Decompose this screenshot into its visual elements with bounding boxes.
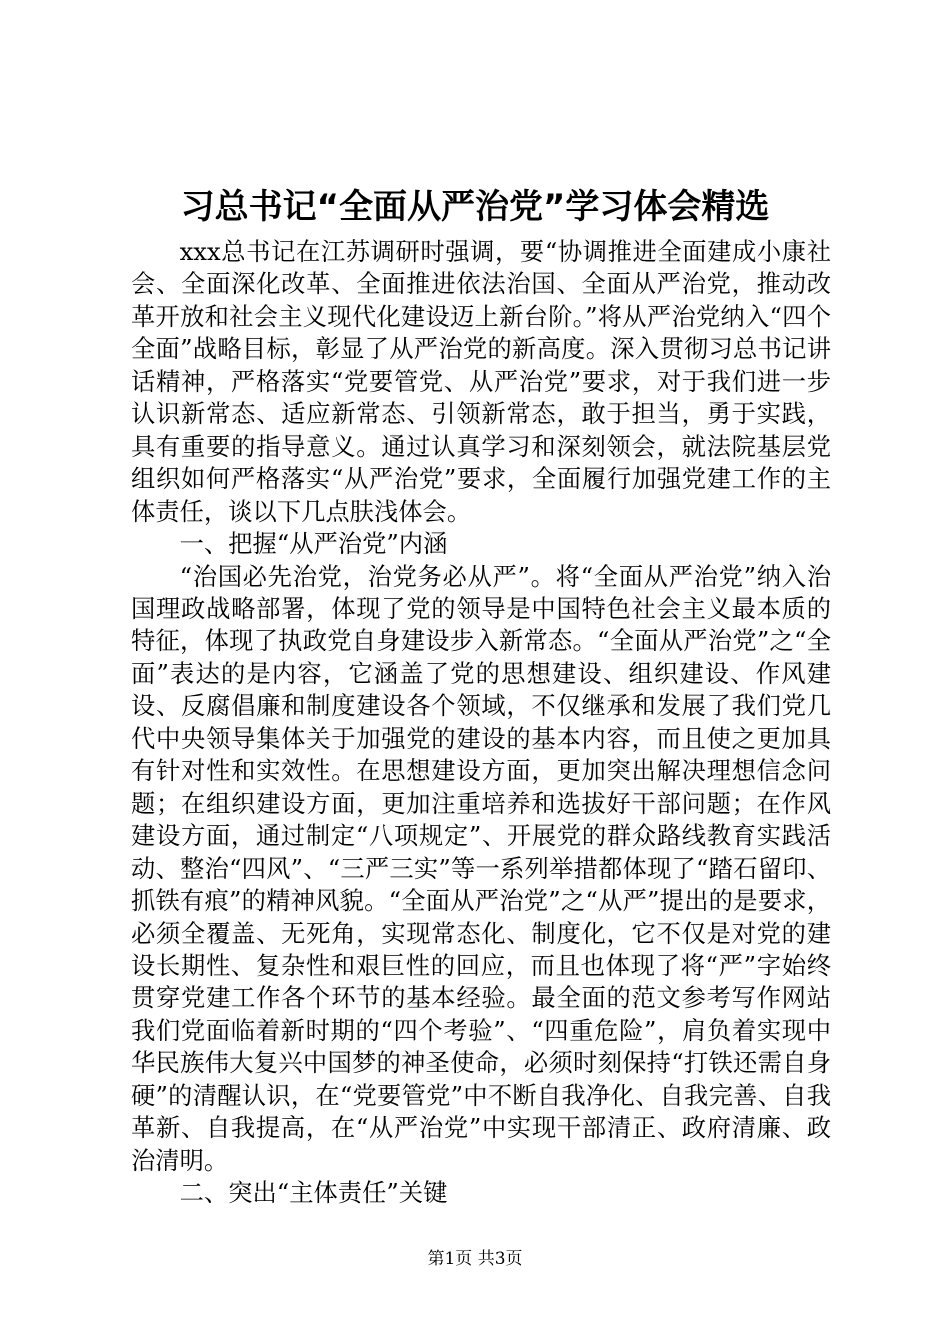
document-body xyxy=(131,236,831,1210)
section-heading-1: 一、把握“从严治党”内涵 xyxy=(179,529,448,559)
page-number-footer: 第1页 共3页 xyxy=(427,1249,523,1269)
document-title: 习总书记“全面从严治党”学习体会精选 xyxy=(180,187,770,227)
section-heading-2: 二、突出“主体责任”关键 xyxy=(179,1178,448,1208)
intro-paragraph: xxx总书记在江苏调研时强调，要“协调推进全面建成小康社会、全面深化改革、全面推进依法治国、全面从严治党，推动改革开放和社会主义现代化建设迈上新台阶。”将从严治党纳入“四个全面”战略目标，彰显了从严治党的新高度。深入贯彻习总书记讲话精神，严格落实“党要管党、从严治党”要求，对于我们进一步认识新常态、适应新常态、引领新常态，敢于担当，勇于实践，具有重要的指导意义。通过认真学习和深刻领会，就法院基层党组织如何严格落实“从严治党”要求，全面履行加强党建工作的主体责任，谈以下几点肤浅体会。 xyxy=(131,237,831,526)
section-1-paragraph: “治国必先治党，治党务必从严”。将“全面从严治党”纳入治国理政战略部署，体现了党的领导是中国特色社会主义最本质的特征，体现了执政党自身建设步入新常态。“全面从严治党”之“全面”表达的是内容，它涵盖了党的思想建设、组织建设、作风建设、反腐倡廉和制度建设各个领域，不仅继承和发展了我们党几代中央领导集体关于加强党的建设的基本内容，而且使之更加具有针对性和实效性。在思想建设方面，更加突出解决理想信念问题；在组织建设方面，更加注重培养和选拔好干部问题；在作风建设方面，通过制定“八项规定”、开展党的群众路线教育实践活动、整治“四风”、“三严三实”等一系列举措都体现了“踏石留印、抓铁有痕”的精神风貌。“全面从严治党”之“从严”提出的是要求，必须全覆盖、无死角，实现常态化、制度化，它不仅是对党的建设长期性、复杂性和艰巨性的回应，而且也体现了将“严”字始终贯穿党建工作各个环节的基本经验。最全面的范文参考写作网站我们党面临着新时期的“四个考验”、“四重危险”，肩负着实现中华民族伟大复兴中国梦的神圣使命，必须时刻保持“打铁还需自身硬”的清醒认识，在“党要管党”中不断自我净化、自我完善、自我革新、自我提高，在“从严治党”中实现干部清正、政府清廉、政治清明。 xyxy=(131,561,831,1175)
